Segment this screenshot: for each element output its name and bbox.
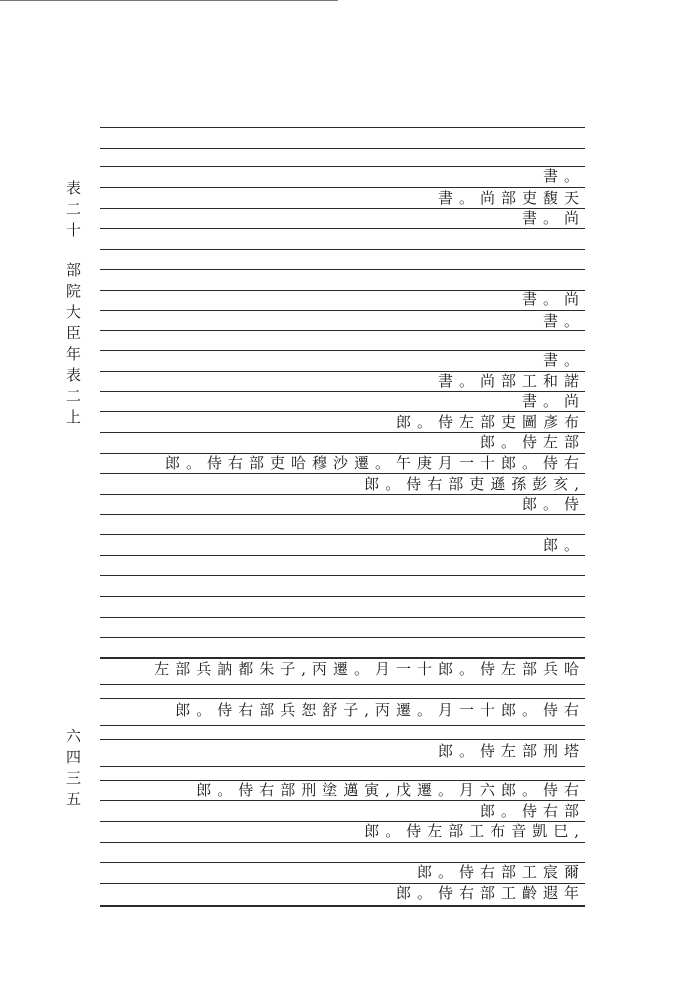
table-rule xyxy=(100,800,585,801)
table-row: 左部兵訥都朱子,丙遷。月一十郎。侍左部兵哈 xyxy=(154,660,585,678)
table-row: 書。 xyxy=(542,312,585,330)
table-row: 書。尚 xyxy=(521,290,585,308)
table-rule xyxy=(100,637,585,638)
table-rule xyxy=(100,739,585,740)
side-subtitle: 部院大臣年表二上 xyxy=(64,262,82,430)
table-rule xyxy=(100,596,585,597)
table-rule xyxy=(100,330,585,331)
table-rule xyxy=(100,228,585,229)
table-row: 郎。侍右部兵恕舒子,丙遷。月一十郎。侍右 xyxy=(175,701,585,719)
table-row: 書。 xyxy=(542,351,585,369)
page-number: 六四三五 xyxy=(64,728,82,812)
table-row: 郎。侍右部吏哈穆沙遷。午庚月一十郎。侍右 xyxy=(164,454,585,472)
table-rule xyxy=(100,473,585,474)
table-rule xyxy=(100,411,585,412)
table-row: 郎。侍 xyxy=(521,495,585,513)
table-rule xyxy=(100,249,585,250)
table-row: 郎。侍右部工宸爾 xyxy=(416,863,585,881)
table-rule xyxy=(100,148,585,149)
table-rule xyxy=(100,905,585,907)
table-rule xyxy=(100,842,585,843)
table-row: 書。尚部工和諾 xyxy=(437,372,585,390)
table-rule xyxy=(100,575,585,576)
table-rule xyxy=(100,127,585,128)
table-rule xyxy=(100,617,585,618)
table-rule xyxy=(100,269,585,270)
table-rule xyxy=(100,766,585,767)
top-edge-rule xyxy=(0,0,338,1)
table-row: 郎。侍左部刑塔 xyxy=(437,742,585,760)
table-rule xyxy=(100,208,585,209)
table-row: 書。尚 xyxy=(521,209,585,227)
table-rule xyxy=(100,555,585,556)
table-rule xyxy=(100,350,585,351)
table-row: 書。 xyxy=(542,167,585,185)
table-rule xyxy=(100,657,585,659)
table-rule xyxy=(100,166,585,167)
table-row: 書。尚部吏馥天 xyxy=(437,189,585,207)
table-rule xyxy=(100,684,585,685)
table-row: 郎。 xyxy=(542,536,585,554)
table-row: 郎。侍右部吏遜孫彭亥, xyxy=(364,475,585,493)
table-rule xyxy=(100,534,585,535)
table-row: 郎。侍左部 xyxy=(479,433,585,451)
table-rule xyxy=(100,310,585,311)
table-row: 郎。侍左部工布音凱巳, xyxy=(364,822,585,840)
table-rule xyxy=(100,725,585,726)
table-rule xyxy=(100,290,585,291)
table-rule xyxy=(100,187,585,188)
table-rule xyxy=(100,698,585,699)
table-row: 郎。侍右部工齡遐年 xyxy=(395,884,585,902)
table-row: 郎。侍右部 xyxy=(479,802,585,820)
side-title: 表二十 xyxy=(64,180,82,243)
table-row: 郎。侍右部刑塗邁寅,戊遷。月六郎。侍右 xyxy=(196,781,585,799)
table-rule xyxy=(100,391,585,392)
table-rule xyxy=(100,514,585,515)
table-rule xyxy=(100,494,585,495)
table-row: 書。尚 xyxy=(521,392,585,410)
table-row: 郎。侍左部吏圖彥布 xyxy=(395,413,585,431)
